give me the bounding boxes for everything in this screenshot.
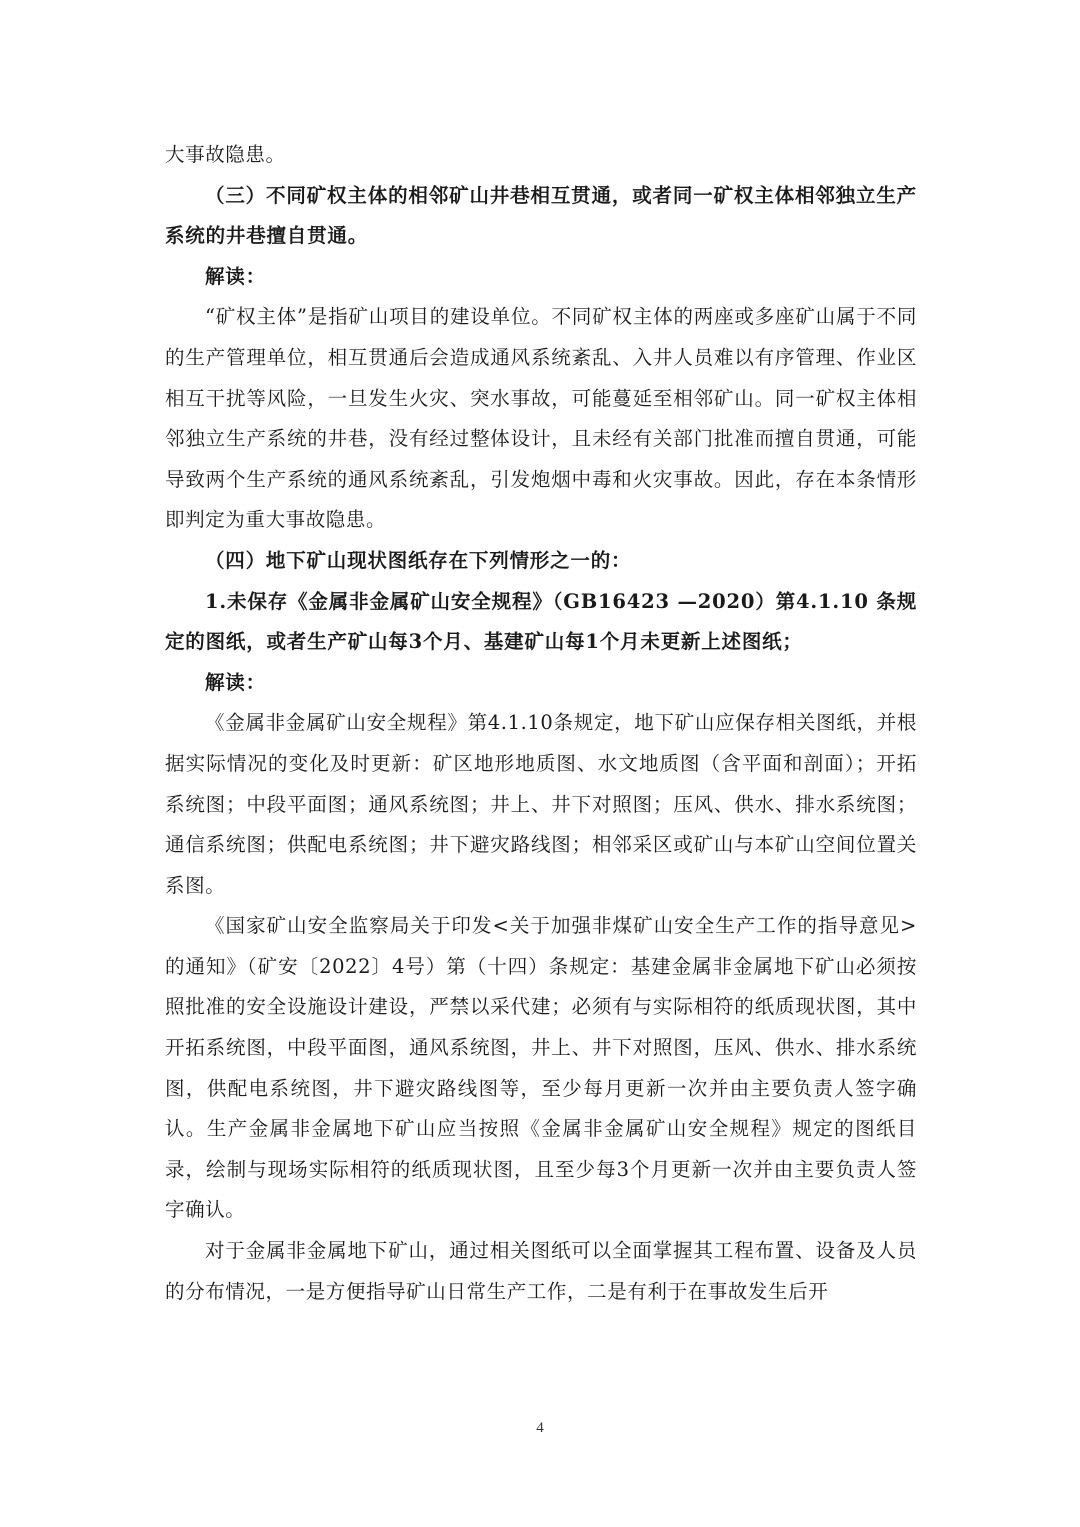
page-number: 4 bbox=[536, 1420, 544, 1436]
summary-paragraph: 对于金属非金属地下矿山，通过相关图纸可以全面掌握其工程布置、设备及人员的分布情况，一是方便指导矿山日常生产工作，二是有利于在事故发生后开 bbox=[165, 1239, 917, 1303]
interpretation-label: 解读： bbox=[205, 264, 266, 288]
notice-paragraph: 《国家矿山安全监察局关于印发<关于加强非煤矿山安全生产工作的指导意见>的通知》（矿安〔2022〕4号）第（十四）条规定：基建金属非金属地下矿山必须按照批准的安全设施设计建设，严禁以采代建；必须有与实际相符的纸质现状图，其中开拓系统图，中段平面图，通风系统图，井上、井下对照图，压风、供水、排水系统图，供配电系统图，井下避灾路线图等，至少每月更新一次并由主要负责人签字确认。生产金属非金属地下矿山应当按照《金属非金属矿山安全规程》规定的图纸目录，绘制与现场实际相符的纸质现状图，且至少每3个月更新一次并由主要负责人签字确认。 bbox=[165, 914, 917, 1222]
regulation-paragraph: 《金属非金属矿山安全规程》第4.1.10条规定，地下矿山应保存相关图纸，并根据实际情况的变化及时更新：矿区地形地质图、水文地质图（含平面和剖面）；开拓系统图；中段平面图；通风系统图；井上、井下对照图；压风、供水、排水系统图；通信系统图；供配电系统图；井下避灾路线图；相邻采区或矿山与本矿山空间位置关系图。 bbox=[165, 711, 917, 897]
interpretation-label: 解读： bbox=[205, 670, 266, 694]
clause-four-heading: （四）地下矿山现状图纸存在下列情形之一的： bbox=[205, 548, 632, 572]
clause-three-heading: （三）不同矿权主体的相邻矿山井巷相互贯通，或者同一矿权主体相邻独立生产系统的井巷擅自贯通。 bbox=[165, 183, 917, 248]
clause-four-item-one: 1.未保存《金属非金属矿山安全规程》（GB16423 —2020）第4.1.10 条规定的图纸，或者生产矿山每3个月、基建矿山每1个月未更新上述图纸； bbox=[165, 589, 917, 654]
paragraph-continuation: 大事故隐患。 bbox=[165, 143, 286, 166]
interpretation-paragraph: “矿权主体”是指矿山项目的建设单位。不同矿权主体的两座或多座矿山属于不同的生产管理单位，相互贯通后会造成通风系统紊乱、入井人员难以有序管理、作业区相互干扰等风险，一旦发生火灾、突水事故，可能蔓延至相邻矿山。同一矿权主体相邻独立生产系统的井巷，没有经过整体设计，且未经有关部门批准而擅自贯通，可能导致两个生产系统的通风系统紊乱，引发炮烟中毒和火灾事故。因此，存在本条情形即判定为重大事故隐患。 bbox=[165, 305, 917, 532]
body-text bbox=[165, 135, 917, 1312]
